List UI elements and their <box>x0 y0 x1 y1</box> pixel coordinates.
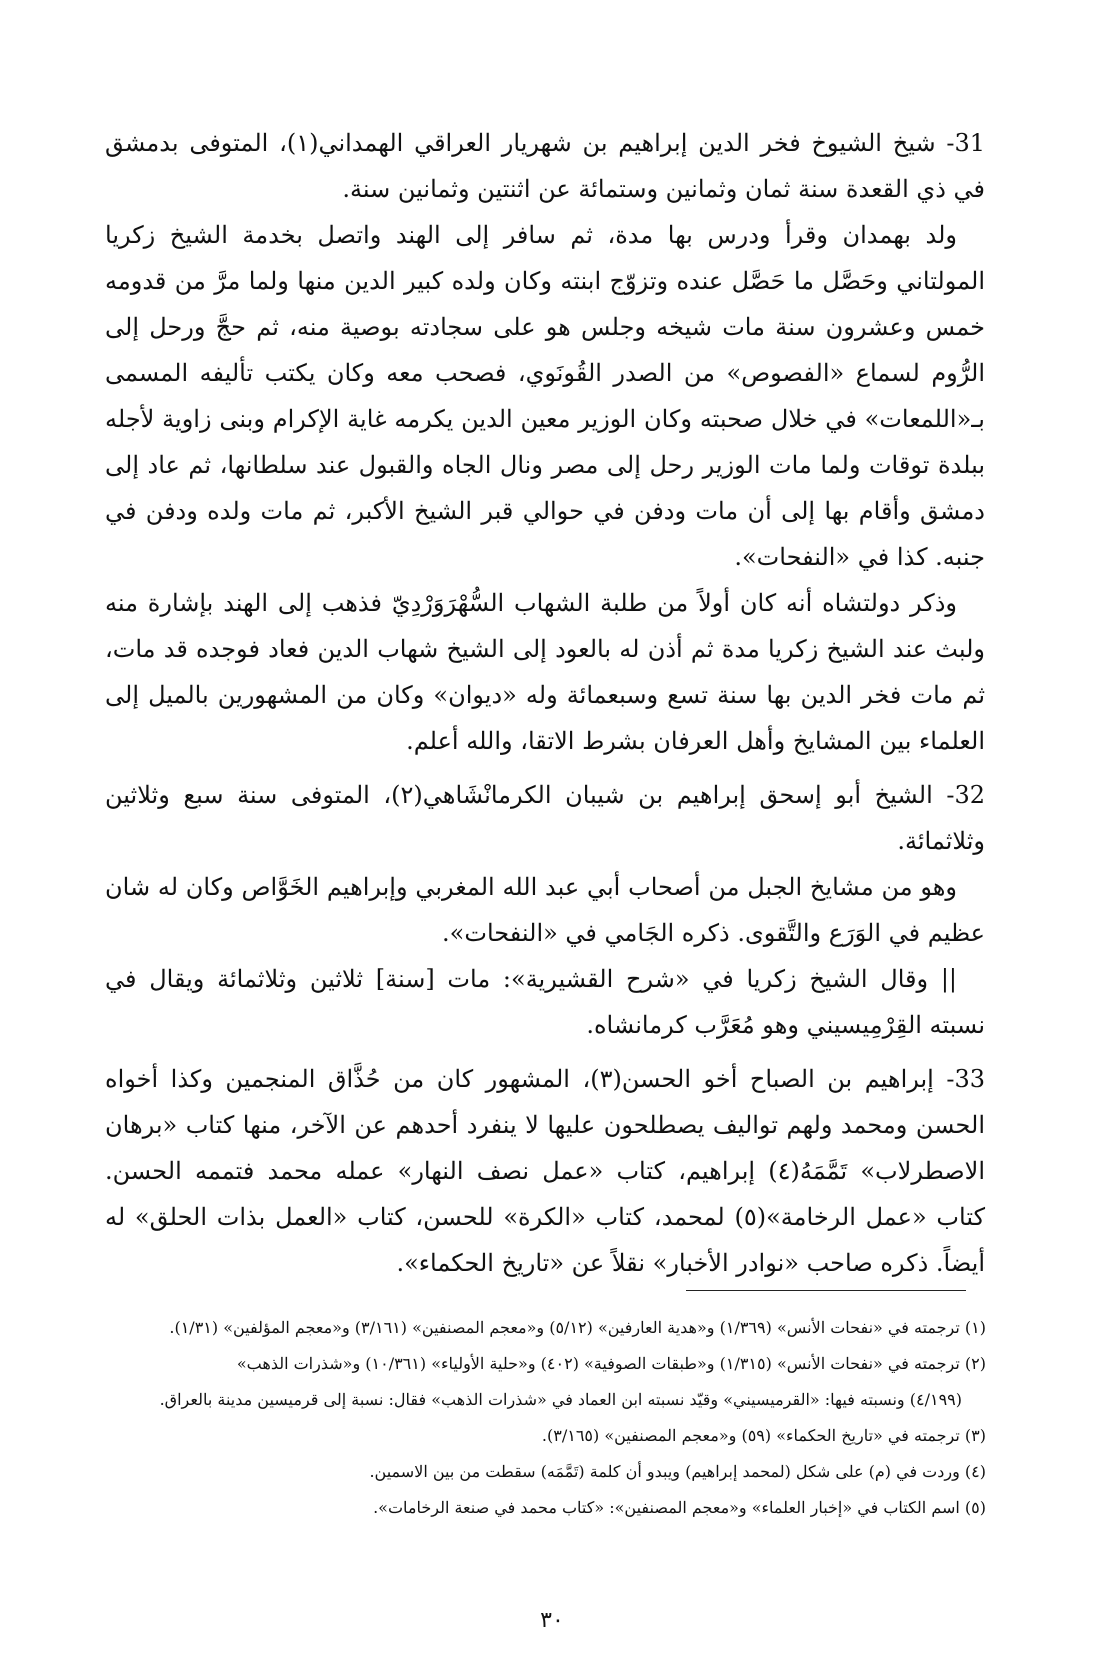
footnote-2-continued: (٤/١٩٩) ونسبته فيها: «القرميسيني» وقيّد نسبته ابن العماد في «شذرات الذهب» فقال: نسبة إلى قرميسين مدينة بالعراق. <box>159 1390 962 1409</box>
page-number: ٣٠ <box>540 1608 564 1633</box>
main-text <box>105 120 985 1286</box>
footnote-4: (٤) وردت في (م) على شكل (لمحمد إبراهيم) ويبدو أن كلمة (تَمَّمَه) سقطت من بين الاسمين. <box>369 1462 986 1481</box>
footnote-separator <box>686 1290 966 1291</box>
entry-33-paragraph: 33- إبراهيم بن الصباح أخو الحسن(٣)، المشهور كان من حُذَّاق المنجمين وكذا أخواه الحسن ومحمد ولهم تواليف يصطلحون عليها لا ينفرد أحدهم عن الآخر، منها كتاب «برهان الاصطرلاب» تَمَّمَهُ(٤) إبراهيم، كتاب «عمل نصف النهار» عمله محمد فتممه الحسن. كتاب «عمل الرخامة»(٥) لمحمد، كتاب «الكرة» للحسن، كتاب «العمل بذات الحلق» له أيضاً. ذكره صاحب «نوادر الأخبار» نقلاً عن «تاريخ الحكماء». <box>105 1065 985 1277</box>
footnote-5: (٥) اسم الكتاب في «إخبار العلماء» و«معجم المصنفين»: «كتاب محمد في صنعة الرخامات». <box>373 1498 986 1517</box>
footnote-3: (٣) ترجمته في «تاريخ الحكماء» (٥٩) و«معجم المصنفين» (٣/١٦٥). <box>541 1426 986 1445</box>
entry-32-biography: وهو من مشايخ الجبل من أصحاب أبي عبد الله المغربي وإبراهيم الخَوَّاص وكان له شان عظيم في الوَرَع والتَّقوى. ذكره الجَامي في «النفحات». <box>105 873 985 947</box>
footnotes <box>138 1310 986 1526</box>
footnote-1: (١) ترجمته في «نفحات الأنس» (١/٣٦٩) و«هدية العارفين» (٥/١٢) و«معجم المصنفين» (٣/١٦١) و«معجم المؤلفين» (١/٣١). <box>169 1318 986 1337</box>
entry-31-paragraph: 31- شيخ الشيوخ فخر الدين إبراهيم بن شهريار العراقي الهمداني(١)، المتوفى بدمشق في ذي القعدة سنة ثمان وثمانين وستمائة عن اثنتين وثمانين سنة. <box>105 129 985 203</box>
entry-32-zakariya-note: || وقال الشيخ زكريا في «شرح القشيرية»: مات [سنة] ثلاثين وثلاثمائة ويقال في نسبته القِرْمِيسيني وهو مُعَرَّب كرمانشاه. <box>105 965 985 1039</box>
entry-31-biography: ولد بهمدان وقرأ ودرس بها مدة، ثم سافر إلى الهند واتصل بخدمة الشيخ زكريا المولتاني وحَصَّل ما حَصَّل عنده وتزوّج ابنته وكان ولده كبير الدين منها ولما مرَّ من قدومه خمس وعشرون سنة مات شيخه وجلس هو على سجادته بوصية منه، ثم حجَّ ورحل إلى الرُّوم لسماع «الفصوص» من الصدر القُونَوي، فصحب معه وكان يكتب تأليفه المسمى بـ«اللمعات» في خلال صحبته وكان الوزير معين الدين يكرمه غاية الإكرام وبنى زاوية لأجله ببلدة توقات ولما مات الوزير رحل إلى مصر ونال الجاه والقبول عند سلطانها، ثم عاد إلى دمشق وأقام بها إلى أن مات ودفن في حوالي قبر الشيخ الأكبر، ثم مات ولده ودفن في جنبه. كذا في «النفحات». <box>105 221 986 571</box>
entry-32-paragraph: 32- الشيخ أبو إسحق إبراهيم بن شيبان الكرمانْشَاهي(٢)، المتوفى سنة سبع وثلاثين وثلاثمائة. <box>105 781 985 855</box>
entry-31-dawlatshah-note: وذكر دولتشاه أنه كان أولاً من طلبة الشهاب السُّهْرَوَرْدِيّ فذهب إلى الهند بإشارة منه ولبث عند الشيخ زكريا مدة ثم أذن له بالعود إلى الشيخ شهاب الدين فعاد فوجده قد مات، ثم مات فخر الدين بها سنة تسع وسبعمائة وله «ديوان» وكان من المشهورين بالميل إلى العلماء بين المشايخ وأهل العرفان بشرط الاتقا، والله أعلم. <box>105 589 985 755</box>
footnote-2: (٢) ترجمته في «نفحات الأنس» (١/٣١٥) و«طبقات الصوفية» (٤٠٢) و«حلية الأولياء» (١٠/٣٦١) و«شذرات الذهب» <box>236 1354 986 1373</box>
